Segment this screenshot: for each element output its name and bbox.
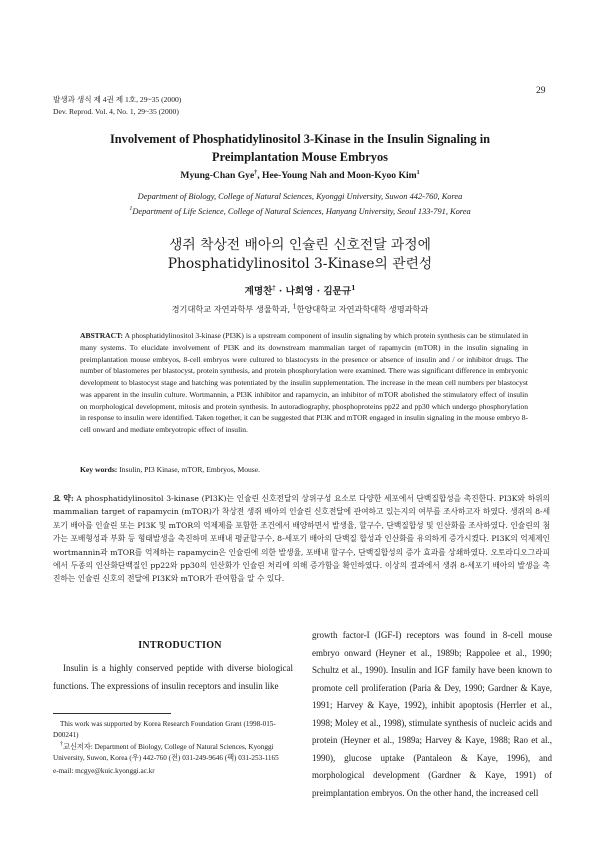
affiliation-mark: 1 — [416, 169, 420, 176]
corresponding-mark: † — [272, 284, 276, 292]
page-number: 29 — [536, 86, 546, 96]
introduction-right-column: growth factor-I (IGF-I) receptors was found in 8-cell mouse embryo onward (Heyner et al., 1989b; Rappolee et al., 1990; Schultz et al., 1990). Insulin and IGF family have been known to promote cell proliferation (Paria & Dey, 1990; Gardner & Kaye, 1991; Harvey & Kaye, 1992), inhibit apoptosis (Herrler et al., 1998; Moley et al., 1998), stimulate synthesis of nucleic acids and protein (Heyner et al., 1989a; Harvey & Kaye, 1988; Rao et al., 1990), glucose uptake (Pantaleon & Kaye, 1996), and morphological development (Gardner & Kaye, 1991) of preimplantation embryos. On the other hand, the increased cell — [312, 630, 552, 798]
author-separator: , — [257, 170, 263, 181]
korean-abstract-text: A phosphatidylinositol 3-kinase (PI3K)는 인슐린 신호전달의 상위구성 요소로 다양한 세포에서 단백질합성을 촉진한다. PI3K와 하위의 mammalian target of rapamycin (mTOR)가 착상전 생쥐 배아의 인슐린 신호전달에 관여하고 있는지의 여부를 조사하고자 하였다. 생쥐의 8-세포기 배아를 인슐린 또는 PI3K 및 mTOR의 억제제를 포함한 조건에서 배양하면서 발생율, 할구수, 단백질합성 및 인산화를 조사하였다. 인슐린의 첨가는 포배형성과 부화 등 형태발생을 촉진하며 포배내 평균할구수, 8-세포기 배아의 단백질 합성과 인산화를 유의하게 증가시켰다. PI3K의 억제제인 wortmannin과 mTOR를 억제하는 rapamycin은 인슐린에 의한 발생율, 포배내 할구수, 단백질합성의 증가 효과를 상쇄하였다. 오토라디오그라피에서 두종의 인산화단백질인 pp22와 pp30의 인산화가 인슐린 처리에 의해 증가함을 확인하였다. 이상의 결과에서 생쥐 8-세포기 배아의 발생을 촉진하는 인슐린 신호의 전달에 PI3K와 mTOR가 관여함을 알 수 있다. — [53, 494, 550, 584]
affiliation-1: Department of Biology, College of Natural Sciences, Kyonggi University, Suwon 442-760, Korea — [137, 192, 463, 201]
korean-affiliation-part-2: 한양대학교 자연과학대학 생명과학과 — [296, 304, 429, 314]
abstract-text: A phosphatidylinositol 3-kinase (PI3K) is a upstream component of insulin signaling by which protein synthesis can be stimulated in many systems. To elucidate involvement of PI3K and its downstream mammalian target of rapamycin (mTOR) in the insulin signaling in preimplantation mouse embryos, 8-cell embryos were cultured to blastocysts in the presence or absence of insulin and / or inhibitor drugs. The number of blastomeres per blastocyst, protein synthesis, and protein phosphorylation were examined. There was significant difference in embryonic development to blastocyst stage and hatching was potentiated by the insulin supplementation. The increase in the mean cell numbers per blastocyst was apparent in the insulin culture. Wortmannin, a PI3K inhibitor and rapamycin, an inhibitor of mTOR abolished the stimulatory effect of insulin on morphological development, mitosis and protein synthesis. In autoradiography, phosphoproteins pp22 and pp30 which undergo phosphorylation in response to insulin were identified. Taken together, it can be suggested that PI3K and mTOR engaged in insulin signaling in the mouse embryo 8-cell onward and mediate embryotropic effect of insulin. — [80, 331, 528, 434]
author-conjunction: and — [326, 170, 348, 181]
footnote-correspondence — [53, 742, 293, 764]
author-name: Myung-Chan Gye — [180, 170, 255, 181]
korean-title — [60, 236, 540, 274]
author-list — [60, 170, 540, 181]
footnote-correspondence-text: 교신저자: Department of Biology, College of Natural Sciences, Kyonggi University, Suwon, Korea (우) 442-760 (전) 031-249-9646 (팩) 031-253-1165 — [53, 743, 279, 762]
korean-author-name: 계명찬 — [244, 286, 273, 297]
abstract — [80, 330, 528, 436]
footnote-email: e-mail: mcgye@kuic.kyonggi.ac.kr — [53, 767, 155, 775]
korean-abstract — [53, 492, 550, 586]
section-heading-introduction: INTRODUCTION — [138, 640, 222, 651]
article-title-line-1: Involvement of Phosphatidylinositol 3-Kinase in the Insulin Signaling in — [109, 132, 491, 146]
journal-citation-en: Dev. Reprod. Vol. 4, No. 1, 29~35 (2000) — [53, 106, 179, 116]
korean-author-names: · 나희영 · 김문규 — [275, 286, 352, 297]
korean-abstract-label: 요 약: — [53, 494, 74, 503]
affiliation-2-text: Department of Life Science, College of Natural Sciences, Hanyang University, Seoul 133-791, Korea — [132, 207, 471, 216]
korean-affiliation — [60, 304, 540, 315]
keywords-label: Key words: — [80, 465, 118, 474]
author-name: Moon-Kyoo Kim — [347, 170, 417, 181]
introduction-left-column: Insulin is a highly conserved peptide with diverse biological functions. The expressions of insulin receptors and insulin like — [53, 663, 293, 691]
korean-affiliation-part-1: 경기대학교 자연과학부 생물학과, — [171, 304, 293, 314]
article-title — [70, 130, 530, 166]
affiliation-mark: 1 — [292, 303, 297, 311]
keywords-text: Insulin, PI3 Kinase, mTOR, Embryos, Mouse. — [119, 465, 261, 474]
keywords — [80, 465, 528, 474]
corresponding-mark: † — [254, 169, 258, 176]
footnote-grant: This work was supported by Korea Research Foundation Grant (1998-015-D00241) — [53, 720, 276, 739]
korean-title-line-1: 생쥐 착상전 배아의 인슐린 신호전달 과정에 — [169, 237, 431, 253]
affiliation-2 — [40, 207, 560, 216]
footnote-divider — [53, 713, 171, 714]
affiliation-mark: 1 — [129, 206, 133, 213]
article-title-line-2: Preimplantation Mouse Embryos — [212, 150, 388, 164]
korean-title-line-2: Phosphatidylinositol 3-Kinase의 관련성 — [167, 256, 433, 272]
affiliation-mark: 1 — [351, 284, 356, 292]
journal-citation — [53, 94, 181, 117]
journal-citation-ko: 발생과 생식 제 4권 제 1호, 29~35 (2000) — [53, 95, 182, 104]
corresponding-mark: † — [60, 741, 63, 748]
author-name: Hee-Young Nah — [262, 170, 327, 181]
abstract-label: ABSTRACT: — [80, 331, 124, 340]
korean-author-list — [60, 283, 540, 297]
